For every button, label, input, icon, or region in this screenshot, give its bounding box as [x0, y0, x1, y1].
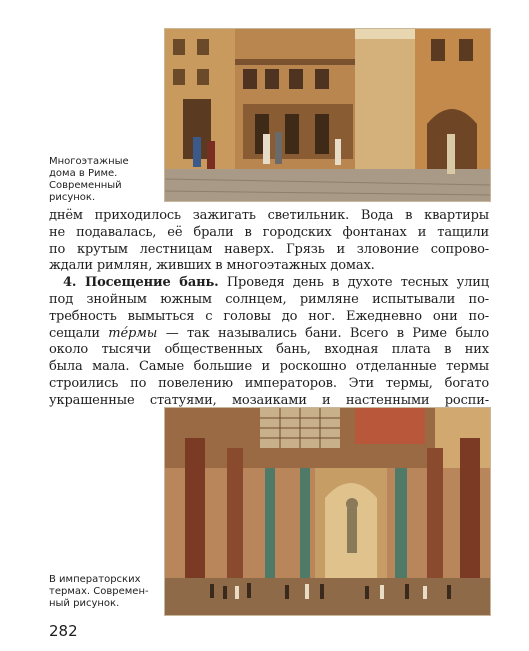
text-line: требность вымыться с головы до ног. Ежедневно они по-	[49, 308, 489, 324]
text-line: по крутым лестницам наверх. Грязь и зловоние сопрово-	[49, 241, 489, 257]
text-line: украшенные статуями, мозаиками и настенными роспи-	[49, 392, 489, 408]
imperial-baths-painting	[165, 408, 490, 615]
text-line: днём приходилось зажигать светильник. Вода в квартиры	[49, 208, 489, 223]
text-fragment: сещали	[49, 325, 100, 341]
text-line: ждали римлян, живших в многоэтажных домах.	[49, 258, 375, 274]
text-line: была мала. Самые большие и роскошно отделанные термы	[49, 359, 489, 375]
body-text	[49, 208, 489, 410]
text-line-with-term	[49, 326, 489, 343]
section-first-line	[49, 275, 489, 292]
illustration-roman-houses	[164, 28, 491, 202]
text-line: около тысячи общественных бань, входная плата в них	[49, 342, 489, 358]
caption-roman-houses: Многоэтажные дома в Риме. Современный рисунок.	[49, 156, 129, 203]
text-line: под знойным южным солнцем, римляне испытывали по-	[49, 291, 489, 307]
caption-imperial-baths: В императорских термах. Современный рисунок.	[49, 574, 149, 609]
page-number: 282	[49, 622, 78, 640]
text-fragment: — так назывались бани. Всего в Риме было	[165, 325, 489, 341]
text-line: не подавалась, её брали в городских фонтанах и тащили	[49, 224, 489, 240]
section-heading: 4. Посещение бань.	[63, 275, 219, 291]
roman-houses-painting	[165, 29, 490, 201]
term-thermae: тéрмы	[108, 325, 158, 341]
text-fragment: Проведя день в духоте тесных улиц	[226, 275, 489, 291]
illustration-imperial-baths	[164, 407, 491, 616]
text-line: строились по повелению императоров. Эти термы, богато	[49, 375, 489, 391]
